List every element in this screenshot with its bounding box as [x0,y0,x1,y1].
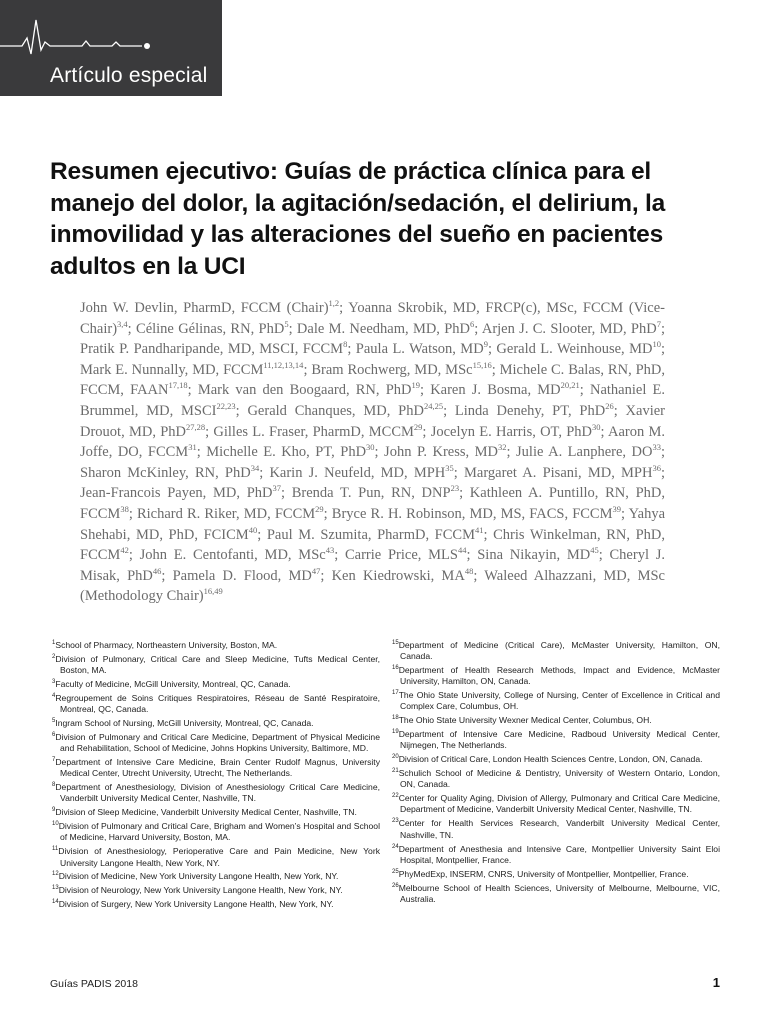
affiliation-text: Melbourne School of Health Sciences, University of Melbourne, Melbourne, VIC, Australia. [398,882,720,904]
author-affiliation-marker: 3,4 [117,318,128,329]
affiliation-text: The Ohio State University Wexner Medical Center, Columbus, OH. [398,715,652,726]
author-entry: ; Céline Gélinas, RN, PhD [127,320,285,337]
affiliation-number: 14 [52,899,59,906]
running-footer: Guías PADIS 2018 [50,978,138,990]
author-affiliation-marker: 45 [590,545,599,556]
author-entry: ; Yoanna Skrobik, MD, FRCP(c), MSc, FCCM (Vice-Chair) [80,300,665,337]
author-entry: ; Julie A. Lanphere, DO [506,444,653,461]
author-entry: ; Bram Rochwerg, MD, MSc [303,361,473,378]
affiliation-item [392,754,720,765]
author-entry: ; Jocelyn E. Harris, OT, PhD [422,423,593,440]
affiliation-item [52,732,380,754]
affiliation-number: 16 [392,665,399,672]
affiliation-item [392,640,720,662]
author-affiliation-marker: 15,16 [472,359,492,370]
affiliation-item [392,665,720,687]
affiliation-item [52,693,380,715]
author-entry: ; Paula L. Watson, MD [347,341,484,358]
author-entry: ; Michele C. Balas, RN, PhD, FCCM, FAAN [80,361,665,399]
author-affiliation-marker: 44 [457,545,467,556]
author-affiliation-marker: 34 [250,462,260,473]
author-entry: ; Margaret A. Pisani, MD, MPH [453,464,653,481]
author-affiliation-marker: 41 [474,524,484,535]
affiliation-number: 22 [392,793,399,800]
author-affiliation-marker: 29 [413,421,423,432]
affiliation-text: Department of Medicine (Critical Care), McMaster University, Hamilton, ON, Canada. [398,640,720,662]
author-affiliation-marker: 33 [652,442,661,453]
affiliation-number: 1 [52,640,56,647]
affiliation-text: PhyMedExp, INSERM, CNRS, University of Montpellier, Montpellier, France. [398,868,689,879]
author-entry: ; Nathaniel E. Brummel, MD, MSCI [80,382,665,419]
affiliation-item [392,869,720,880]
affiliation-item [52,807,380,818]
affiliation-text: Division of Critical Care, London Health Sciences Centre, London, ON, Canada. [398,754,703,765]
author-entry: ; Waleed Alhazzani, MD, MSc (Methodology Chair) [80,567,665,605]
affiliations-left-column [52,640,380,913]
author-affiliation-marker: 19 [411,380,420,391]
affiliation-text: School of Pharmacy, Northeastern University, Boston, MA. [55,640,278,650]
affiliation-number: 13 [52,885,59,892]
author-entry: ; Michelle E. Kho, PT, PhD [196,444,367,461]
page-number: 1 [712,975,720,990]
article-title: Resumen ejecutivo: Guías de práctica clínica para el manejo del dolor, la agitación/sedación, el delirium, la inmovilidad y las alteraciones del sueño en pacientes adultos en la UCI [50,158,666,280]
affiliation-text: Center for Health Services Research, Vanderbilt University Medical Center, Nashville, TN. [398,818,720,840]
affiliation-text: Division of Pulmonary, Critical Care and Sleep Medicine, Tufts Medical Center, Boston, MA. [55,653,380,676]
author-entry: ; Ken Kiedrowski, MA [320,567,465,584]
affiliation-number: 10 [52,821,59,828]
author-affiliation-marker: 43 [325,545,335,556]
affiliation-item [52,885,380,896]
affiliation-text: Division of Medicine, New York University Langone Health, New York, NY. [58,871,339,882]
author-affiliation-marker: 16,49 [203,586,223,597]
author-entry: ; Kathleen A. Puntillo, RN, PhD, FCCM [80,485,665,522]
affiliation-number: 23 [392,818,399,825]
author-entry: ; Richard R. Riker, MD, FCCM [128,505,316,522]
author-affiliation-marker: 30 [366,442,375,453]
author-entry: ; Xavier Drouot, MD, PhD [80,402,665,440]
affiliation-item [392,793,720,815]
affiliation-text: Department of Intensive Care Medicine, Brain Center Rudolf Magnus, University Medical Center, Utrecht University, Utrecht, The Netherlands. [55,757,380,779]
affiliation-item [52,871,380,882]
affiliation-text: The Ohio State University, College of Nursing, Center of Excellence in Critical and Complex Care, Columbus, OH. [398,690,720,712]
affiliation-number: 15 [392,640,399,647]
author-affiliation-marker: 27,28 [186,421,206,432]
affiliation-text: Division of Pulmonary and Critical Care, Brigham and Women’s Hospital and School of Medicine, Harvard University, Boston, MA. [58,821,380,843]
ecg-heartbeat-icon [0,12,222,56]
affiliation-item [52,846,380,868]
author-affiliation-marker: 24,25 [423,401,444,412]
affiliation-item [392,883,720,905]
affiliation-text: Faculty of Medicine, McGill University, Montreal, QC, Canada. [55,679,291,690]
author-affiliation-marker: 11,12,13,14 [263,359,304,370]
section-label: Artículo especial [50,64,208,87]
author-affiliation-marker: 6 [470,318,475,329]
affiliation-number: 18 [392,715,399,722]
author-affiliation-marker: 8 [343,339,348,350]
author-entry: ; Karen J. Bosma, MD [420,382,561,399]
affiliation-number: 6 [52,732,56,739]
affiliation-number: 26 [392,882,399,889]
author-entry: ; John P. Kress, MD [374,444,499,461]
author-entry: ; Paul M. Szumita, PharmD, FCCM [257,526,475,543]
author-affiliation-marker: 37 [272,483,281,494]
affiliation-item [392,818,720,840]
affiliation-number: 19 [392,729,399,736]
author-affiliation-marker: 29 [315,504,324,515]
affiliation-number: 4 [52,693,56,700]
affiliation-text: Regroupement de Soins Critiques Respiratoires, Réseau de Santé Respiratoire, Montreal, QC, Canada. [55,693,380,715]
affiliation-item [392,715,720,726]
affiliations-right-column [392,640,720,908]
affiliation-item [52,899,380,910]
affiliation-text: Division of Surgery, New York University Langone Health, New York, NY. [58,899,334,910]
affiliation-item [392,729,720,751]
author-affiliation-marker: 20,21 [560,380,580,391]
affiliation-item [392,768,720,790]
author-entry: ; Gerald Chanques, MD, PhD [235,402,424,419]
author-affiliation-marker: 30 [592,421,601,432]
author-entry: ; Mark E. Nunnally, MD, FCCM [80,341,665,378]
author-affiliation-marker: 17,18 [168,380,188,391]
affiliation-item [392,844,720,866]
author-affiliation-marker: 26 [605,401,614,412]
section-header-band [0,0,222,96]
author-entry: ; Sharon McKinley, RN, PhD [80,444,666,481]
author-affiliation-marker: 7 [656,318,661,329]
author-entry: ; Arjen J. C. Slooter, MD, PhD [474,320,657,337]
author-affiliation-marker: 47 [311,565,321,576]
affiliation-text: Schulich School of Medicine & Dentistry, University of Western Ontario, London, ON, Canada. [398,768,720,790]
affiliation-text: Division of Pulmonary and Critical Care Medicine, Department of Physical Medicine and Rehabilitation, School of Medicine, Johns Hopkins University, Baltimore, MD. [55,732,380,754]
affiliation-text: Division of Sleep Medicine, Vanderbilt University Medical Center, Nashville, TN. [55,807,357,818]
affiliation-number: 11 [52,846,59,853]
affiliation-number: 3 [52,679,56,686]
author-affiliation-marker: 5 [284,318,289,329]
author-affiliation-marker: 22,23 [216,401,236,412]
author-affiliation-marker: 38 [120,504,129,515]
affiliation-number: 21 [392,768,399,775]
author-affiliation-marker: 36 [652,462,661,473]
author-entry: ; John E. Centofanti, MD, MSc [128,547,326,564]
affiliation-number: 9 [52,807,56,814]
affiliation-item [52,782,380,804]
author-affiliation-marker: 35 [445,462,454,473]
affiliation-number: 2 [52,654,56,661]
author-list [80,298,665,607]
affiliation-item [52,757,380,779]
author-affiliation-marker: 10 [652,339,661,350]
affiliation-number: 20 [392,754,399,761]
affiliation-text: Department of Anesthesia and Intensive Care, Montpellier University Saint Eloi Hospital, Montpellier, France. [398,843,720,865]
affiliation-number: 7 [52,757,56,764]
affiliation-number: 5 [52,718,56,725]
author-entry: ; Mark van den Boogaard, RN, PhD [187,382,412,399]
author-entry: ; Bryce R. H. Robinson, MD, MS, FACS, FCCM [323,505,613,522]
affiliation-item [52,718,380,729]
author-affiliation-marker: 48 [464,565,474,576]
author-entry: ; Brenda T. Pun, RN, DNP [281,485,451,502]
author-entry: ; Pamela D. Flood, MD [161,567,312,584]
affiliation-item [52,821,380,843]
affiliation-item [52,640,380,651]
author-entry: ; Carrie Price, MLS [334,547,458,564]
affiliation-item [52,679,380,690]
author-affiliation-marker: 46 [152,565,162,576]
author-entry: ; Cheryl J. Misak, PhD [80,547,666,584]
author-affiliation-marker: 39 [612,504,622,515]
author-affiliation-marker: 1,2 [328,298,340,309]
affiliation-number: 8 [52,782,56,789]
author-entry: ; Gerald L. Weinhouse, MD [487,341,653,358]
affiliation-number: 24 [392,843,399,850]
affiliation-number: 25 [392,868,399,875]
author-affiliation-marker: 23 [450,483,460,494]
author-entry: ; Pratik P. Pandharipande, MD, MSCI, FCCM [80,320,666,358]
author-entry: ; Karin J. Neufeld, MD, MPH [259,464,446,481]
author-affiliation-marker: 32 [498,442,507,453]
affiliation-item [52,654,380,676]
author-entry: ; Aaron M. Joffe, DO, FCCM [80,423,666,461]
author-entry: ; Linda Denehy, PT, PhD [443,402,606,419]
affiliation-text: Division of Anesthesiology, Perioperative Care and Pain Medicine, New York University Langone Health, New York, NY. [58,846,380,868]
affiliation-text: Center for Quality Aging, Division of Allergy, Pulmonary and Critical Care Medicine, Department of Medicine, Vanderbilt University Medical Center, Nashville, TN. [398,793,720,815]
author-entry: ; Gilles L. Fraser, PharmD, MCCM [205,423,414,440]
author-entry: ; Dale M. Needham, MD, PhD [288,320,471,337]
author-entry: ; Yahya Shehabi, MD, PhD, FCICM [80,505,666,543]
affiliation-text: Division of Neurology, New York University Langone Health, New York, NY. [58,885,343,896]
author-entry: ; Sina Nikayin, MD [466,547,591,564]
affiliation-number: 12 [52,871,59,878]
author-affiliation-marker: 31 [188,442,197,453]
affiliation-text: Ingram School of Nursing, McGill University, Montreal, QC, Canada. [55,718,314,729]
affiliation-text: Department of Health Research Methods, Impact and Evidence, McMaster University, Hamilton, ON, Canada. [398,665,720,687]
affiliation-text: Department of Intensive Care Medicine, Radboud University Medical Center, Nijmegen, The Netherlands. [398,729,720,751]
author-entry: ; Jean-Francois Payen, MD, PhD [80,464,666,502]
author-affiliation-marker: 42 [120,545,129,556]
author-entry: ; Chris Winkelman, RN, PhD, FCCM [80,526,665,564]
affiliation-number: 17 [392,690,399,697]
author-entry: John W. Devlin, PharmD, FCCM (Chair) [80,300,329,316]
affiliation-text: Department of Anesthesiology, Division of Anesthesiology Critical Care Medicine, Vanderbilt University Medical Center, Nashville, TN. [55,782,380,804]
affiliation-item [392,690,720,712]
author-affiliation-marker: 9 [483,339,488,350]
author-affiliation-marker: 40 [248,524,258,535]
